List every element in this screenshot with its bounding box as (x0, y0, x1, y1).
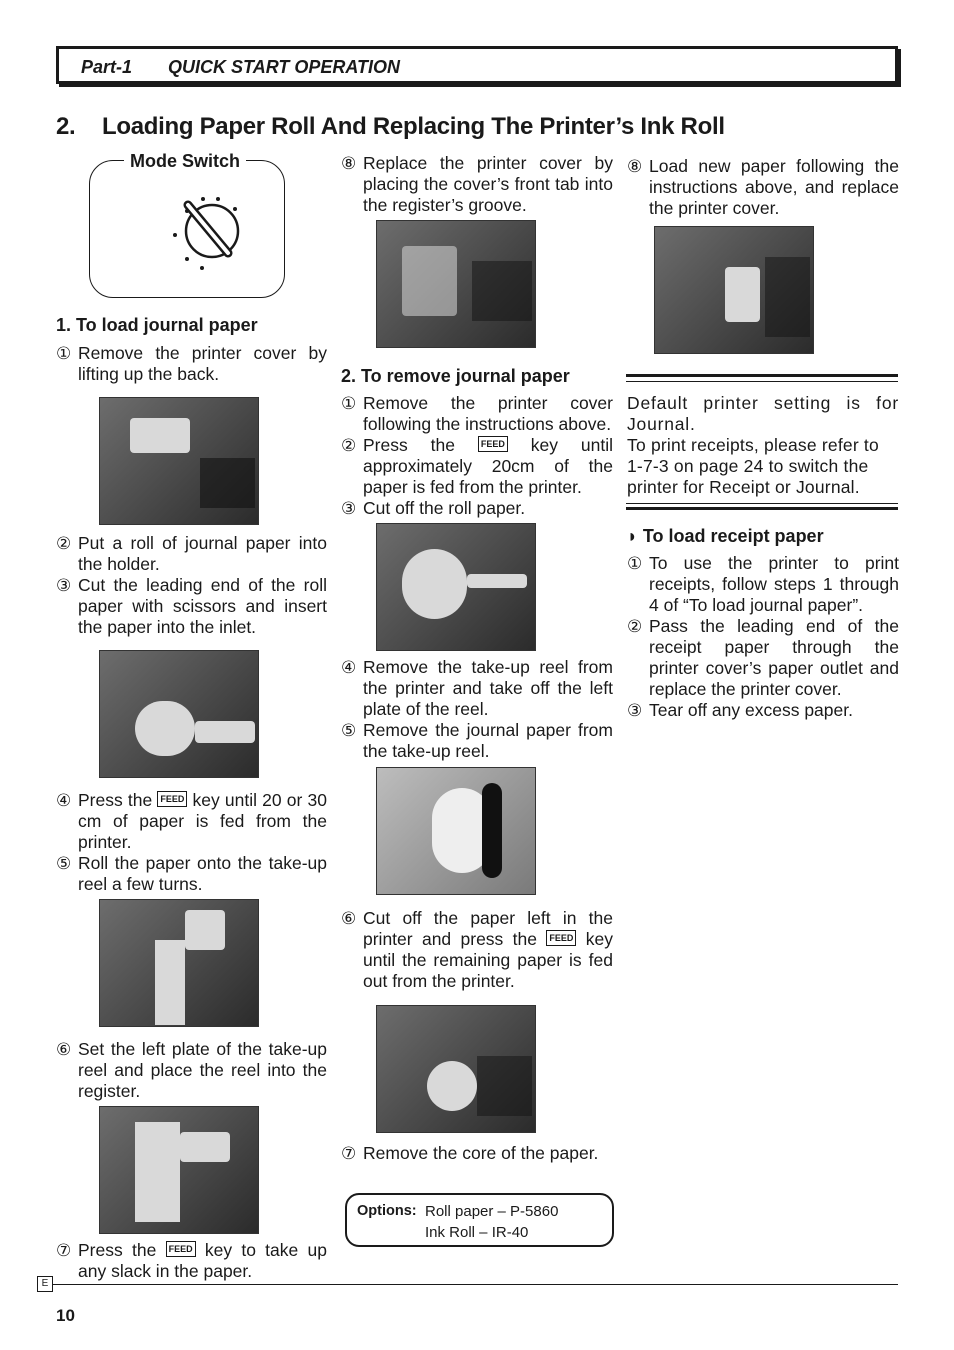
remove-step-4: ④ Remove the take-up reel from the printer and take off the left plate of the reel. (341, 657, 613, 719)
photo-roll-take-up (99, 899, 259, 1027)
header-text (81, 57, 400, 78)
feed-key-icon: FEED (166, 1241, 196, 1257)
step-8: ⑧ Replace the printer cover by placing the cover’s front tab into the register’s groove. (341, 153, 613, 215)
options-roll-paper: Roll paper – P-5860 (425, 1203, 559, 1220)
feed-key-icon: FEED (478, 436, 508, 452)
photo-cut-roll (376, 523, 536, 651)
remove-step-6: ⑥ Cut off the paper left in the printer and press the FEED key until the remaining paper is fed out from the printer. (341, 908, 613, 991)
remove-step-3: ③ Cut off the roll paper. (341, 498, 526, 518)
column-2 (341, 153, 613, 1164)
divider-top-thin (626, 381, 898, 382)
receipt-step-3: ③ Tear off any excess paper. (627, 700, 853, 720)
feed-key-icon: FEED (157, 791, 187, 807)
step-6: ⑥ Set the left plate of the take-up reel and place the reel into the register. (56, 1039, 327, 1101)
section-label: QUICK START OPERATION (168, 57, 401, 77)
photo-remove-reel (376, 767, 536, 895)
photo-set-reel (99, 1106, 259, 1234)
divider-bottom-thin (626, 503, 898, 504)
mode-switch-box (89, 160, 285, 298)
note-default: Default printer setting is for Journal. (627, 393, 899, 434)
part-header (56, 46, 898, 84)
remove-step-2: ② Press the FEED key until approximately 20cm of the paper is fed from the printer. (341, 435, 613, 497)
printer-setting-note (627, 393, 899, 498)
page-title (56, 113, 725, 141)
step-2: ② Put a roll of journal paper into the holder. (56, 533, 327, 574)
column-1 (56, 315, 327, 1282)
photo-remove-cover (99, 397, 259, 525)
photo-insert-paper (99, 650, 259, 778)
step-3: ③ Cut the leading end of the roll paper with scissors and insert the paper into the inlet. (56, 575, 327, 637)
step-5: ⑤ Roll the paper onto the take-up reel a few turns. (56, 853, 327, 894)
remove-step-7: ⑦ Remove the core of the paper. (341, 1143, 599, 1163)
photo-replace-cover (376, 220, 536, 348)
receipt-step-2: ② Pass the leading end of the receipt paper through the printer cover’s paper outlet and replace the printer cover. (627, 616, 899, 699)
options-ink-roll: Ink Roll – IR-40 (425, 1224, 529, 1241)
receipt-step-1: ① To use the printer to print receipts, follow steps 1 through 4 of “To load journal paper”. (627, 553, 899, 615)
page-number: 10 (56, 1306, 75, 1325)
photo-cut-remaining (376, 1005, 536, 1133)
language-tag: E (37, 1276, 53, 1292)
step-1: ① Remove the printer cover by lifting up the back. (56, 343, 327, 384)
heading-remove-journal: 2. To remove journal paper (341, 366, 570, 386)
photo-load-new-paper (654, 226, 814, 354)
remove-step-8: ⑧ Load new paper following the instructions above, and replace the printer cover. (627, 156, 899, 218)
part-label: Part-1 (81, 57, 133, 77)
title-text: Loading Paper Roll And Replacing The Printer’s Ink Roll (102, 113, 725, 140)
note-receipt: To print receipts, please refer to 1-7-3 on page 24 to switch the printer for Receipt or Journal. (627, 435, 879, 497)
footer-rule (37, 1284, 898, 1285)
remove-step-5: ⑤ Remove the journal paper from the take-up reel. (341, 720, 613, 761)
receipt-section (627, 526, 899, 721)
step-4: ④ Press the FEED key until 20 or 30 cm of paper is fed from the printer. (56, 790, 327, 852)
remove-step-1: ① Remove the printer cover following the instructions above. (341, 393, 613, 434)
title-number: 2. (56, 113, 76, 140)
mode-switch-dial-icon (90, 161, 284, 297)
feed-key-icon: FEED (546, 930, 576, 946)
column-3 (627, 156, 899, 354)
options-box (345, 1193, 614, 1247)
options-label: Options: (357, 1203, 417, 1219)
mode-switch-label: Mode Switch (124, 151, 246, 172)
divider-top-thick (626, 374, 898, 377)
divider-bottom-thick (626, 507, 898, 510)
heading-load-journal: 1. To load journal paper (56, 315, 258, 335)
heading-load-receipt: ◗ To load receipt paper (627, 526, 824, 546)
step-7: ⑦ Press the FEED key to take up any slack in the paper. (56, 1240, 327, 1281)
